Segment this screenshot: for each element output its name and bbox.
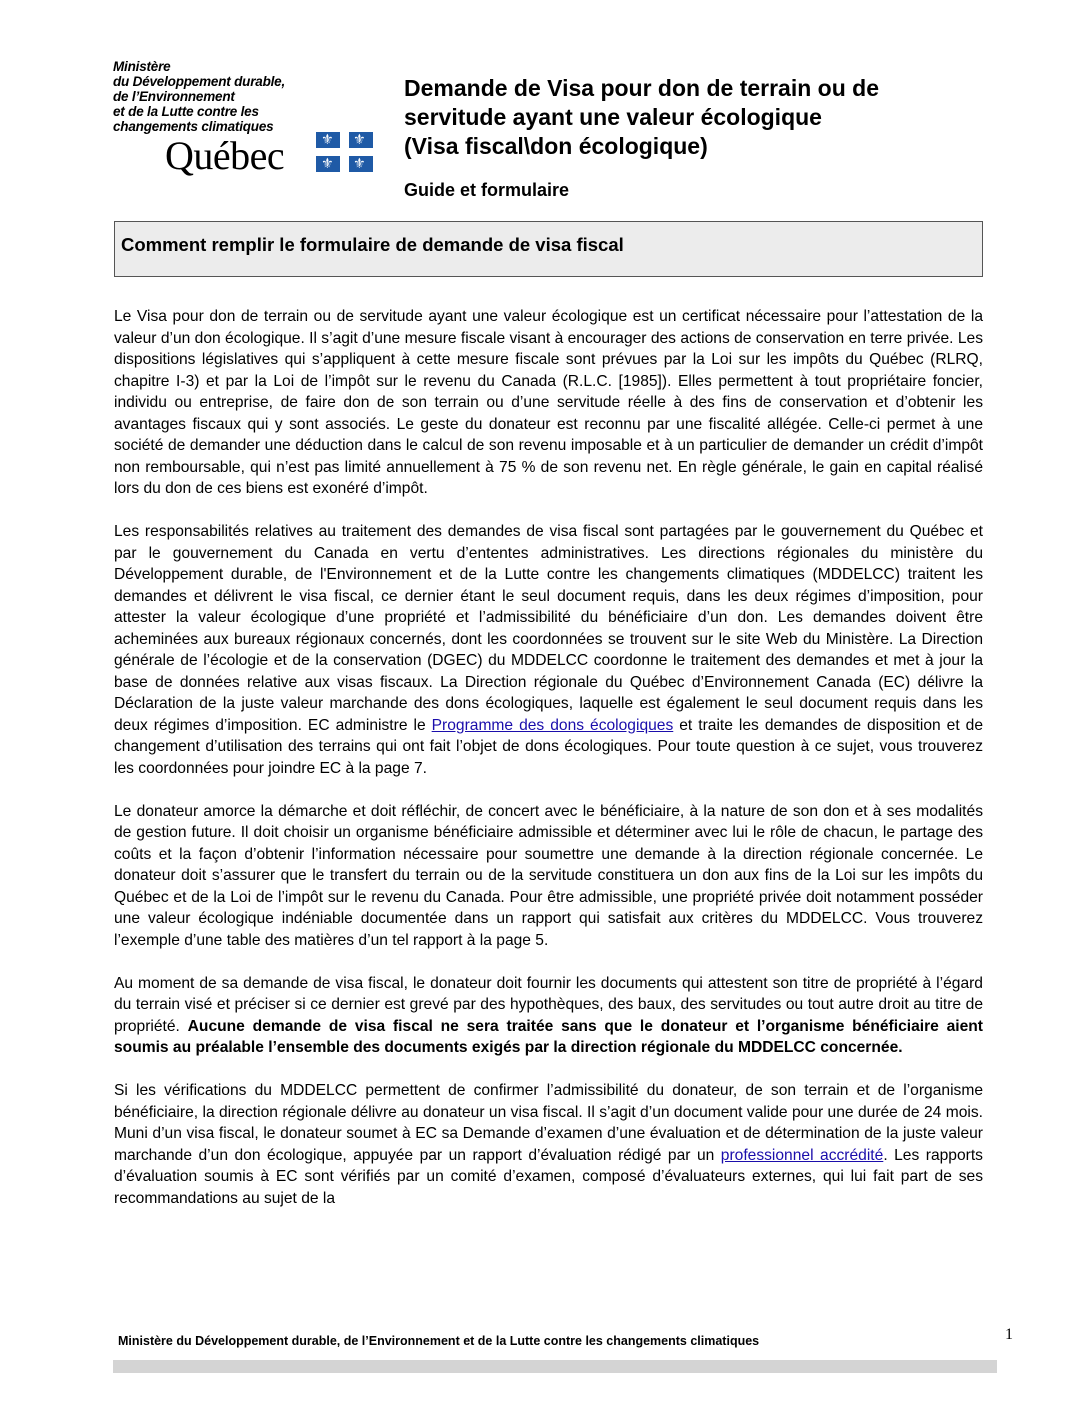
page-number: 1	[1005, 1326, 1013, 1343]
bold-notice: Aucune demande de visa fiscal ne sera traitée sans que le donateur et l’organisme bénéficiaire aient soumis au préalable l’ensemble des documents exigés par la direction régionale du MDDELCC concernée.	[114, 1017, 983, 1056]
title-line: servitude ayant une valeur écologique	[404, 104, 822, 130]
document-body	[114, 306, 983, 1231]
paragraph-text: Les responsabilités relatives au traitement des demandes de visa fiscal sont partagées par le gouvernement du Québec et par le gouvernement du Canada en vertu d’ententes administratives. Les directions régionales du ministère du Développement durable, de l'Environnement et de la Lutte contre les changements climatiques (MDDELCC) traitent les demandes et délivrent le visa fiscal, ce dernier étant le seul document requis, dans les deux régimes d’imposition, pour attester la valeur écologique d’une propriété et l’admissibilité du bénéficiaire d’un don. Les demandes doivent être acheminées aux bureaux régionaux concernés, dont les coordonnées se trouvent sur le site Web du Ministère. La Direction générale de l’écologie et de la conservation (DGEC) du MDDELCC coordonne le traitement des demandes et met à jour la base de données relative aux visas fiscaux. La Direction régionale du Québec d’Environnement Canada (EC) délivre la Déclaration de la juste valeur marchande des dons écologiques, laquelle est également le seul document requis dans les deux régimes d’imposition. EC administre le	[114, 523, 983, 734]
paragraph: Le Visa pour don de terrain ou de servitude ayant une valeur écologique est un certificat nécessaire pour l’attestation de la valeur d’un don écologique. Il s’agit d’une mesure fiscale visant à encourager des actions de conservation en terre privée. Les dispositions législatives qui s’appliquent à cette mesure fiscale sont prévues par la Loi sur les impôts du Québec (RLRQ, chapitre I-3) et par la Loi de l’impôt sur le revenu du Canada (R.L.C. [1985]). Elles permettent à tout propriétaire foncier, individu ou entreprise, de faire don de son terrain ou d’une servitude réelle à des fins de conservation et d’obtenir les avantages fiscaux qui y sont associés. Le geste du donateur est reconnu par une fiscalité allégée. Celle-ci permet à une société de demander une déduction dans le calcul de son revenu imposable et à un particulier de demander un crédit d’impôt non remboursable, qui n’est pas limité annuellement à 75 % de son revenu net. En règle générale, le gain en capital réalisé lors du don de ces biens est exonéré d’impôt.	[114, 308, 983, 497]
section-heading: Comment remplir le formulaire de demande de visa fiscal	[121, 234, 624, 255]
document-title	[404, 74, 1004, 161]
ministry-line: du Développement durable,	[113, 74, 286, 89]
fleur-de-lis-icon: ⚜	[353, 132, 366, 148]
quebec-logo-word: Québec	[165, 133, 285, 178]
ministry-line: et de la Lutte contre les	[113, 104, 259, 119]
fleur-de-lis-icon: ⚜	[321, 156, 334, 172]
paragraph-text: et traite les demandes de disposition et de changement d’utilisation des terrains qui ont fait l’objet de dons écologiques. Pour toute question à ce sujet, vous trouverez les coordonnées pour joindre EC à la page 7.	[114, 716, 984, 777]
ministry-line: de l’Environnement	[113, 89, 235, 104]
title-line: Demande de Visa pour don de terrain ou de	[404, 75, 880, 101]
paragraph-text: . Les rapports d’évaluation soumis à EC sont vérifiés par un comité d’examen, composé d’évaluateurs externes, qui lui fait part de ses recommandations au sujet de la	[114, 1146, 983, 1207]
footer-ministry: Ministère du Développement durable, de l’Environnement et de la Lutte contre les changements climatiques	[118, 1334, 760, 1348]
footer-bar	[113, 1360, 997, 1373]
ministry-line: Ministère	[113, 59, 171, 74]
accredited-professional-link[interactable]: professionnel accrédité	[720, 1146, 884, 1164]
fleur-de-lis-icon: ⚜	[353, 156, 366, 172]
paragraph	[114, 973, 983, 1059]
paragraph: Le donateur amorce la démarche et doit réfléchir, de concert avec le bénéficiaire, à la nature de son don et à ses modalités de gestion future. Il doit choisir un organisme bénéficiaire admissible et déterminer avec lui le rôle de chacun, le partage des coûts et la façon d’obtenir l’information nécessaire pour soumettre une demande à la direction régionale concernée. Le donateur doit s’assurer que le transfert du terrain ou de la servitude constituera un don aux fins de la Loi sur les impôts du Québec et de la Loi de l’impôt sur le revenu du Canada. Pour être admissible, une propriété privée doit notamment posséder une valeur écologique indéniable documentée dans un rapport qui satisfait aux critères du MDDELCC. Vous trouverez l’exemple d’une table des matières d’un tel rapport à la page 5.	[114, 802, 983, 949]
fleur-de-lis-icon: ⚜	[321, 132, 334, 148]
paragraph-text: Au moment de sa demande de visa fiscal, le donateur doit fournir les documents qui attestent son titre de propriété à l’égard du terrain visé et préciser si ce dernier est grevé par des hypothèques, des baux, des servitudes ou tout autre droit au titre de propriété.	[114, 974, 983, 1035]
section-heading-box	[114, 221, 983, 277]
ecogifts-program-link[interactable]: Programme des dons écologiques	[431, 716, 674, 734]
document-subtitle: Guide et formulaire	[404, 180, 570, 200]
paragraph	[114, 1080, 983, 1209]
ministry-name	[113, 59, 323, 134]
ministry-line: changements climatiques	[113, 119, 274, 134]
paragraph-text: Si les vérifications du MDDELCC permettent de confirmer l’admissibilité du donateur, de son terrain et de l’organisme bénéficiaire, la direction régionale délivre au donateur un visa fiscal. Il s’agit d’un document valide pour une durée de 24 mois. Muni d’un visa fiscal, le donateur soumet à EC sa Demande d’examen d’une évaluation et de détermination de la juste valeur marchande d’un don écologique, appuyée par un rapport d’évaluation rédigé par un	[114, 1082, 983, 1164]
quebec-flag-icon	[316, 132, 373, 172]
title-line: (Visa fiscal\don écologique)	[404, 133, 708, 159]
paragraph	[114, 521, 983, 779]
